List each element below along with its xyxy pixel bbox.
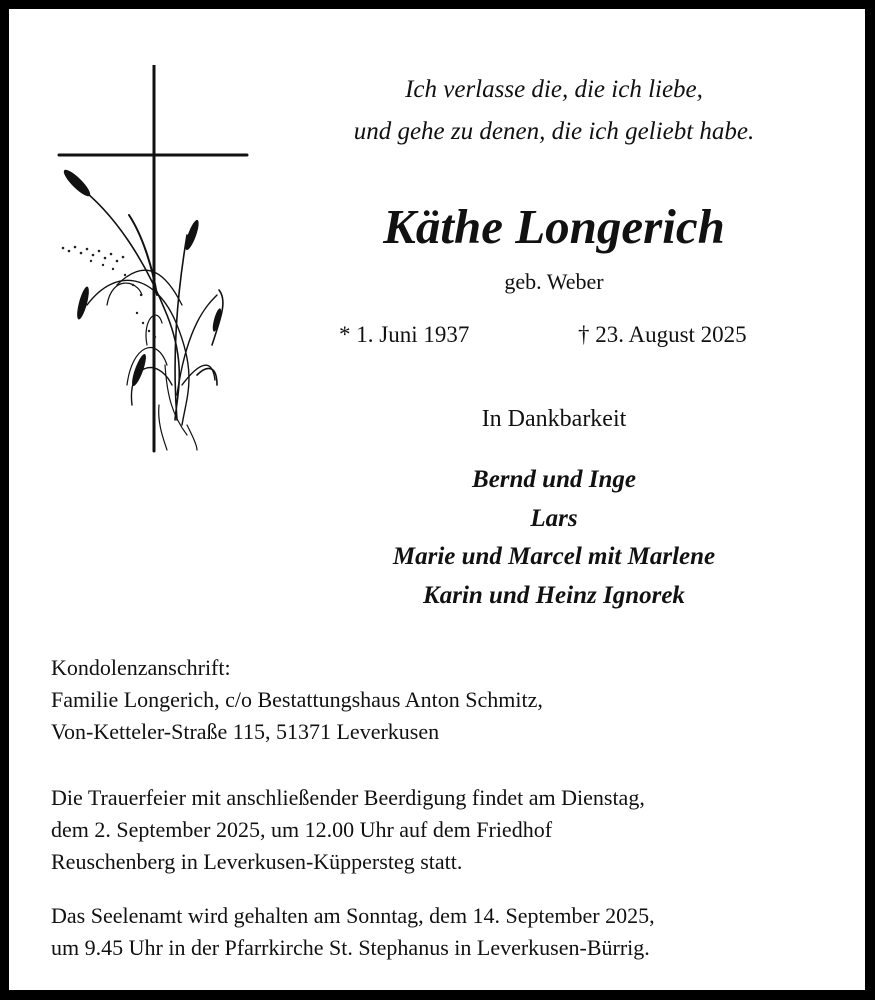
memorial-quote [249, 69, 859, 153]
condolence-line: Von-Ketteler-Straße 115, 51371 Leverkusen [51, 719, 440, 744]
mourner-name: Lars [530, 504, 578, 532]
thanks-label: In Dankbarkeit [481, 406, 627, 432]
funeral-line: Die Trauerfeier mit anschließender Beerdigung findet am Dienstag, [51, 785, 645, 810]
birth-date: * 1. Juni 1937 [339, 322, 470, 347]
mourner-name: Marie und Marcel mit Marlene [392, 543, 716, 570]
mourner-name: Karin und Heinz Ignorek [423, 581, 685, 609]
obituary-notice [9, 9, 865, 990]
death-date: † 23. August 2025 [578, 322, 747, 347]
maiden-name: geb. Weber [504, 269, 604, 294]
condolence-address [51, 652, 851, 748]
cross-wheat-icon [47, 65, 257, 457]
requiem-info [51, 900, 851, 964]
mourner-name: Bernd und Inge [472, 466, 636, 493]
requiem-line: Das Seelenamt wird gehalten am Sonntag, dem 14. September 2025, [51, 903, 655, 928]
funeral-line: Reuschenberg in Leverkusen-Küppersteg statt. [51, 849, 463, 874]
funeral-line: dem 2. September 2025, um 12.00 Uhr auf dem Friedhof [51, 817, 553, 842]
condolence-line: Familie Longerich, c/o Bestattungshaus Anton Schmitz, [51, 687, 543, 712]
funeral-info [51, 782, 851, 878]
deceased-name: Käthe Longerich [383, 199, 725, 254]
mourners-list [259, 461, 849, 615]
requiem-line: um 9.45 Uhr in der Pfarrkirche St. Stephanus in Leverkusen-Bürrig. [51, 935, 650, 960]
condolence-label: Kondolenzanschrift: [51, 655, 231, 680]
quote-line: Ich verlasse die, die ich liebe, [405, 76, 703, 103]
quote-line: und gehe zu denen, die ich geliebt habe. [353, 118, 755, 145]
